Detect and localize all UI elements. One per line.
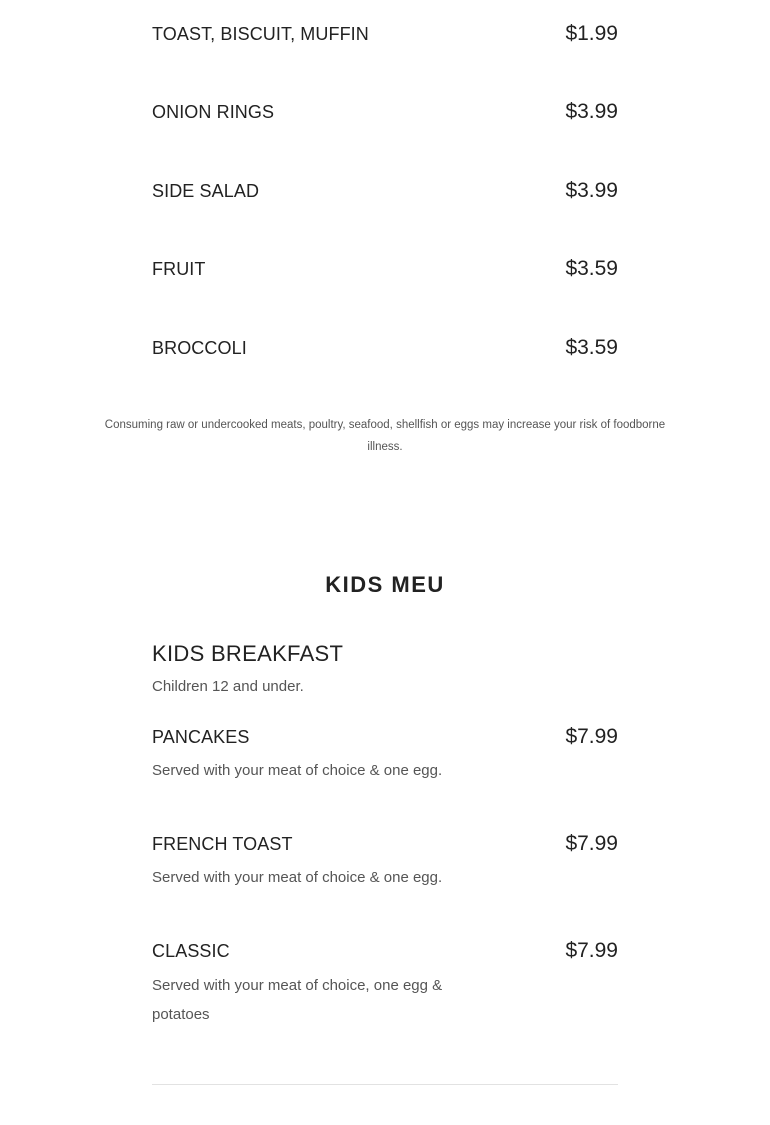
menu-item-side-salad xyxy=(152,176,618,206)
section-divider xyxy=(152,1084,618,1085)
menu-item-price: $3.59 xyxy=(565,257,618,280)
menu-item-price: $1.99 xyxy=(565,22,618,45)
menu-item-price: $3.99 xyxy=(565,100,618,123)
menu-item-fruit xyxy=(152,254,618,284)
menu-item-price: $3.59 xyxy=(565,336,618,359)
menu-item-description: Served with your meat of choice & one egg. xyxy=(152,869,443,886)
menu-item-name: CLASSIC xyxy=(152,941,230,961)
menu-item-name: BROCCOLI xyxy=(152,338,247,358)
menu-item-name: ONION RINGS xyxy=(152,102,275,122)
section-title: KIDS MEU xyxy=(325,572,445,597)
menu-item-price: $3.99 xyxy=(565,179,618,202)
menu-item-broccoli xyxy=(152,333,618,363)
menu-item-description: Served with your meat of choice & one egg. xyxy=(152,762,443,779)
menu-item-name: PANCAKES xyxy=(152,727,250,747)
menu-item-description: Served with your meat of choice, one egg & potatoes xyxy=(152,977,443,1023)
menu-item-price: $7.99 xyxy=(565,832,618,855)
menu-item-toast-biscuit-muffin xyxy=(152,19,618,49)
menu-item-name: SIDE SALAD xyxy=(152,181,260,201)
subsection-title: KIDS BREAKFAST xyxy=(152,641,344,666)
subsection-note: Children 12 and under. xyxy=(152,678,304,695)
menu-item-name: FRUIT xyxy=(152,259,206,279)
food-safety-disclaimer: Consuming raw or undercooked meats, poultry, seafood, shellfish or eggs may increase your risk of foodborne illness. xyxy=(104,419,666,453)
menu-item-price: $7.99 xyxy=(565,725,618,748)
menu-item-name: FRENCH TOAST xyxy=(152,834,293,854)
menu-item-price: $7.99 xyxy=(565,939,618,962)
menu-item-onion-rings xyxy=(152,97,618,127)
menu-item-name: TOAST, BISCUIT, MUFFIN xyxy=(152,24,369,44)
